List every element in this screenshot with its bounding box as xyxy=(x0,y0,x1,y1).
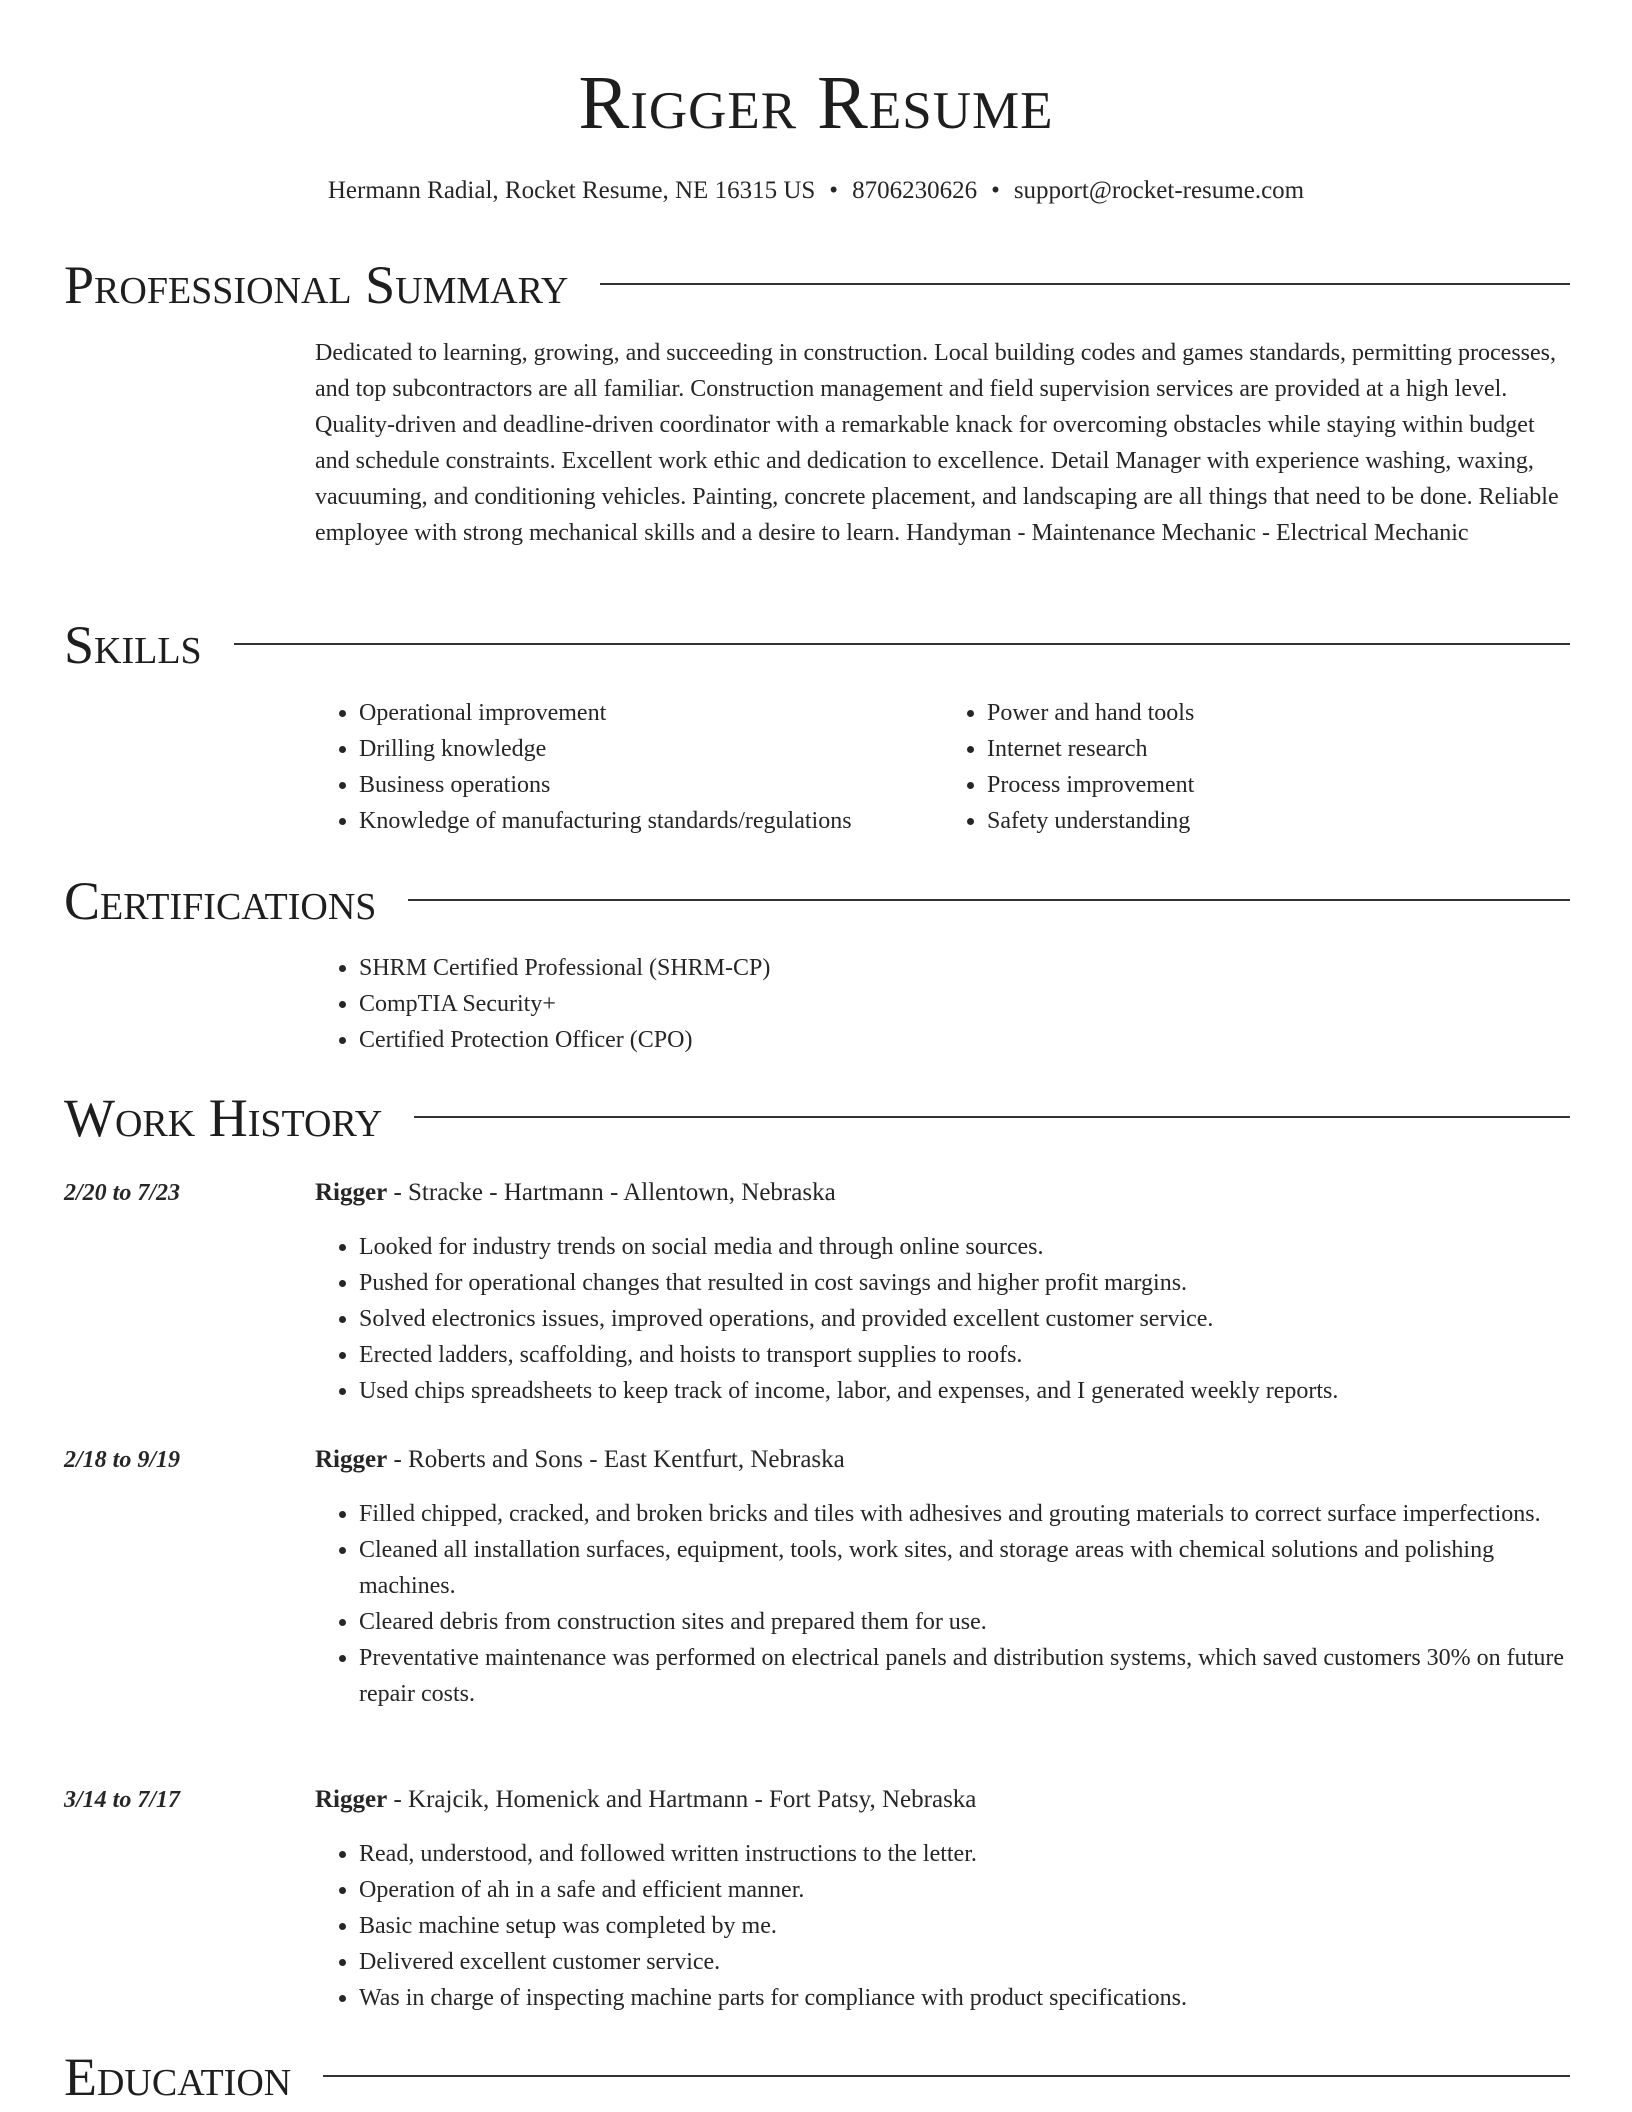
skill-item: • Internet research xyxy=(987,731,1571,767)
section-title-work-history: Work History xyxy=(64,1088,383,1148)
certifications-block xyxy=(315,950,1571,1058)
job-bullet: • Used chips spreadsheets to keep track of income, labor, and expenses, and I generated weekly reports. xyxy=(359,1373,1571,1409)
job-bullet: • Filled chipped, cracked, and broken bricks and tiles with adhesives and grouting materials to correct surface imperfections. xyxy=(359,1496,1571,1532)
contact-phone[interactable]: 8706230626 xyxy=(852,177,978,204)
skill-item: • Power and hand tools xyxy=(987,695,1571,731)
job-bullet: • Cleaned all installation surfaces, equipment, tools, work sites, and storage areas with chemical solutions and polishing machines. xyxy=(359,1532,1571,1604)
section-title-certifications: Certifications xyxy=(64,871,377,931)
section-title-skills: Skills xyxy=(64,615,202,675)
job-entry xyxy=(315,1782,1571,2016)
certification-item: • SHRM Certified Professional (SHRM-CP) xyxy=(359,950,1571,986)
job-entry xyxy=(315,1175,1571,1409)
job-dates: 2/18 to 9/19 xyxy=(64,1447,181,1473)
skill-item: • Knowledge of manufacturing standards/regulations xyxy=(359,803,943,839)
job-bullet: • Was in charge of inspecting machine parts for compliance with product specifications. xyxy=(359,1980,1571,2016)
skill-item: • Operational improvement xyxy=(359,695,943,731)
job-employer: - Stracke - Hartmann - Allentown, Nebraska xyxy=(387,1179,836,1206)
job-bullets xyxy=(315,1496,1571,1712)
work-history-section-header xyxy=(64,1083,1570,1153)
job-bullets xyxy=(315,1229,1571,1409)
job-employer: - Roberts and Sons - East Kentfurt, Nebraska xyxy=(387,1446,845,1473)
skills-section-header xyxy=(64,610,1570,680)
job-bullet: • Cleared debris from construction sites and prepared them for use. xyxy=(359,1604,1571,1640)
job-dates: 3/14 to 7/17 xyxy=(64,1787,181,1813)
job-role: Rigger xyxy=(315,1446,388,1473)
education-section-header xyxy=(64,2042,1570,2112)
job-bullets xyxy=(315,1836,1571,2016)
job-bullet: • Erected ladders, scaffolding, and hoists to transport supplies to roofs. xyxy=(359,1337,1571,1373)
section-divider xyxy=(414,1116,1570,1118)
certification-item: • CompTIA Security+ xyxy=(359,986,1571,1022)
section-title-education: Education xyxy=(64,2047,292,2107)
contact-separator: • xyxy=(829,177,839,204)
skills-columns xyxy=(315,695,1571,839)
skills-block xyxy=(315,695,1571,839)
summary-section-header xyxy=(64,250,1570,320)
job-bullet: • Looked for industry trends on social media and through online sources. xyxy=(359,1229,1571,1265)
job-entry xyxy=(315,1442,1571,1712)
contact-address: Hermann Radial, Rocket Resume, NE 16315 US xyxy=(327,177,816,204)
contact-email[interactable]: support@rocket-resume.com xyxy=(1013,177,1305,204)
job-title-line xyxy=(315,1782,1571,1818)
job-bullet: • Basic machine setup was completed by me. xyxy=(359,1908,1571,1944)
section-divider xyxy=(600,283,1570,285)
contact-separator: • xyxy=(991,177,1000,204)
job-bullet: • Solved electronics issues, improved operations, and provided excellent customer service. xyxy=(359,1301,1571,1337)
job-dates: 2/20 to 7/23 xyxy=(64,1180,181,1206)
job-bullet: • Delivered excellent customer service. xyxy=(359,1944,1571,1980)
section-title-summary: Professional Summary xyxy=(64,255,569,315)
skill-item: • Business operations xyxy=(359,767,943,803)
certifications-section-header xyxy=(64,866,1570,936)
section-divider xyxy=(408,899,1570,901)
skills-list-left xyxy=(315,695,943,839)
job-role: Rigger xyxy=(315,1179,388,1206)
job-bullet: • Read, understood, and followed written instructions to the letter. xyxy=(359,1836,1571,1872)
job-role: Rigger xyxy=(315,1786,388,1813)
skill-item: • Safety understanding xyxy=(987,803,1571,839)
section-divider xyxy=(323,2075,1570,2077)
job-bullet: • Preventative maintenance was performed on electrical panels and distribution systems, which saved customers 30% on future repair costs. xyxy=(359,1640,1571,1712)
skills-list-right xyxy=(943,695,1571,839)
job-employer: - Krajcik, Homenick and Hartmann - Fort Patsy, Nebraska xyxy=(387,1786,977,1813)
section-divider xyxy=(234,643,1570,645)
certification-item: • Certified Protection Officer (CPO) xyxy=(359,1022,1571,1058)
job-bullet: • Pushed for operational changes that resulted in cost savings and higher profit margins. xyxy=(359,1265,1571,1301)
skill-item: • Process improvement xyxy=(987,767,1571,803)
skill-item: • Drilling knowledge xyxy=(359,731,943,767)
summary-text: Dedicated to learning, growing, and succeeding in construction. Local building codes and games standards, permitting processes, and top subcontractors are all familiar. Construction management and field supervision services are provided at a high level. Quality-driven and deadline-driven coordinator with a remarkable knack for overcoming obstacles while staying within budget and schedule constraints. Excellent work ethic and dedication to excellence. Detail Manager with experience washing, waxing, vacuuming, and conditioning vehicles. Painting, concrete placement, and landscaping are all things that need to be done. Reliable employee with strong mechanical skills and a desire to learn. Handyman - Maintenance Mechanic - Electrical Mechanic xyxy=(315,340,1559,546)
summary-block xyxy=(315,335,1571,551)
certifications-list xyxy=(315,950,1571,1058)
contact-line xyxy=(0,174,1632,208)
job-title-line xyxy=(315,1442,1571,1478)
job-title-line xyxy=(315,1175,1571,1211)
resume-name: Rigger Resume xyxy=(578,61,1054,145)
job-bullet: • Operation of ah in a safe and efficient manner. xyxy=(359,1872,1571,1908)
